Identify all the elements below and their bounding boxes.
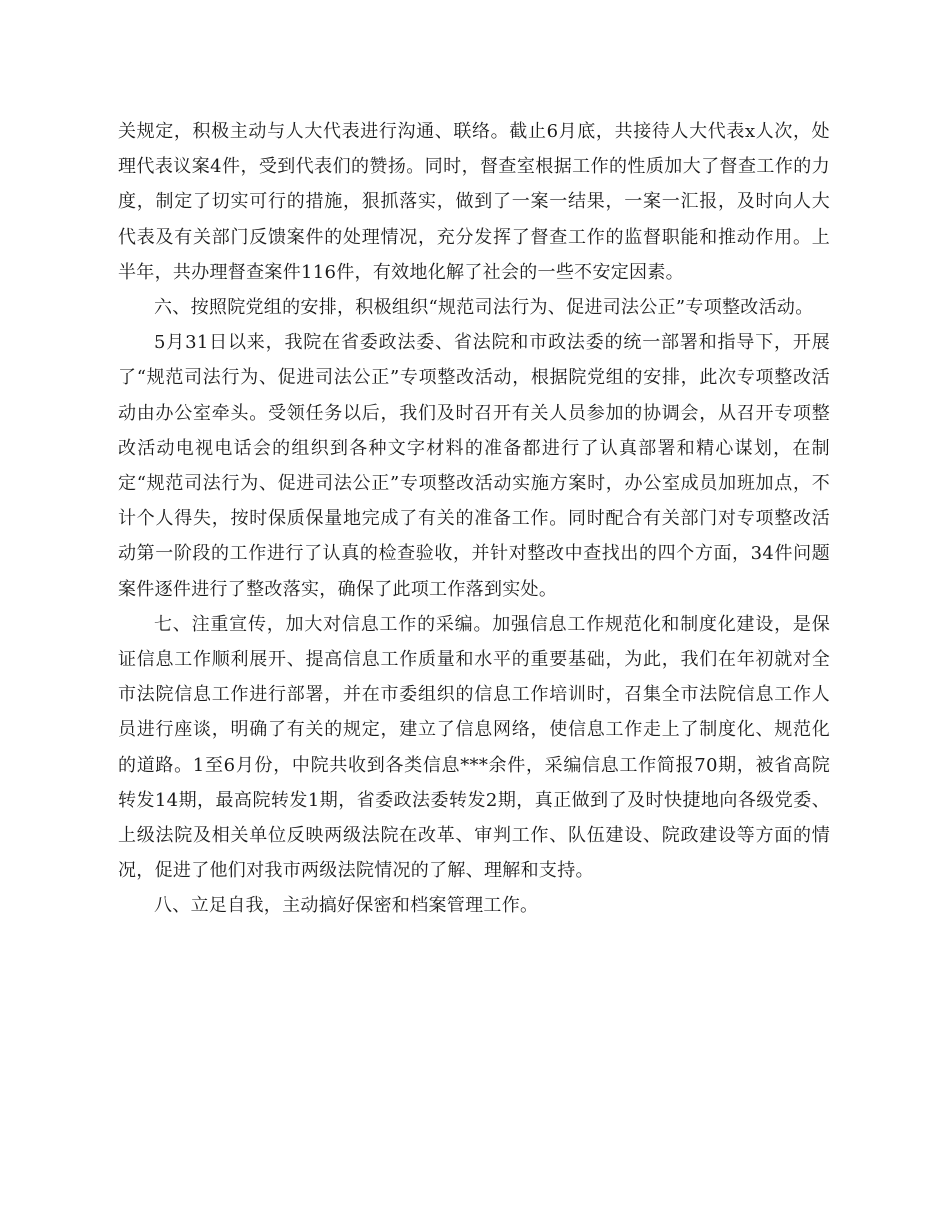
section-heading-eight: 八、立足自我，主动搞好保密和档案管理工作。 xyxy=(154,895,539,917)
paragraph-continuation: 关规定，积极主动与人大代表进行沟通、联络。截止6月底，共接待人大代表x人次，处理代表议案4件，受到代表们的赞扬。同时，督查室根据工作的性质加大了督查工作的力度，制定了切实可行的措施，狠抓落实，做到了一案一结果，一案一汇报，及时向人大代表及有关部门反馈案件的处理情况，充分发挥了督查工作的监督职能和推动作用。上半年，共办理督查案件116件，有效地化解了社会的一些不安定因素。 xyxy=(118,121,830,283)
section-heading-seven: 七、注重宣传，加大对信息工作的采编。加强信息工作规范化和制度化建设，是保证信息工作顺利展开、提高信息工作质量和水平的重要基础，为此，我们在年初就对全市法院信息工作进行部署，并在市委组织的信息工作培训时，召集全市法院信息工作人员进行座谈，明确了有关的规定，建立了信息网络，使信息工作走上了制度化、规范化的道路。1至6月份，中院共收到各类信息***余件，采编信息工作简报70期，被省高院转发14期，最高院转发1期，省委政法委转发2期，真正做到了及时快捷地向各级党委、上级法院及相关单位反映两级法院在改革、审判工作、队伍建设、院政建设等方面的情况，促进了他们对我市两级法院情况的了解、理解和支持。 xyxy=(118,613,830,882)
document-body xyxy=(118,114,830,924)
section-heading-six: 六、按照院党组的安排，积极组织“规范司法行为、促进司法公正”专项整改活动。 xyxy=(154,297,814,319)
paragraph-rectification: 5月31日以来，我院在省委政法委、省法院和市政法委的统一部署和指导下，开展了“规范司法行为、促进司法公正”专项整改活动，根据院党组的安排，此次专项整改活动由办公室牵头。受领任务以后，我们及时召开有关人员参加的协调会，从召开专项整改活动电视电话会的组织到各种文字材料的准备都进行了认真部署和精心谋划，在制定“规范司法行为、促进司法公正”专项整改活动实施方案时，办公室成员加班加点，不计个人得失，按时保质保量地完成了有关的准备工作。同时配合有关部门对专项整改活动第一阶段的工作进行了认真的检查验收，并针对整改中查找出的四个方面，34件问题案件逐件进行了整改落实，确保了此项工作落到实处。 xyxy=(118,332,830,600)
